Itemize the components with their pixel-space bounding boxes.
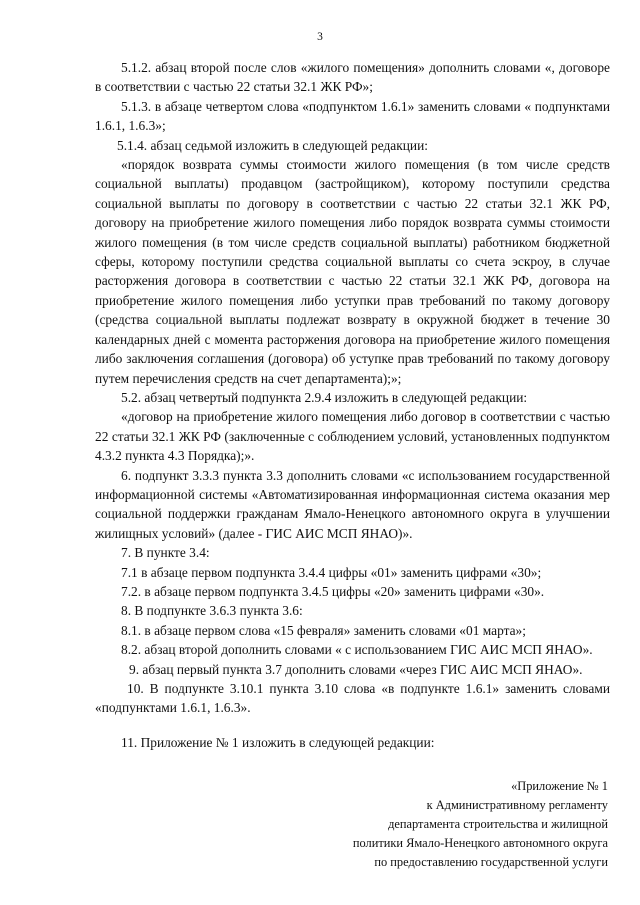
paragraph-8-1: 8.1. в абзаце первом слова «15 февраля» заменить словами «01 марта»; bbox=[121, 622, 526, 638]
paragraph-8: 8. В подпункте 3.6.3 пункта 3.6: bbox=[121, 603, 303, 619]
paragraph-7-1: 7.1 в абзаце первом подпункта 3.4.4 цифры «01» заменить цифрами «30»; bbox=[121, 564, 542, 580]
paragraph-5-2: 5.2. абзац четвертый подпункта 2.9.4 изложить в следующей редакции: bbox=[121, 389, 528, 405]
document-body bbox=[95, 58, 610, 752]
paragraph-8-2: 8.2. абзац второй дополнить словами « с использованием ГИС АИС МСП ЯНАО». bbox=[121, 642, 593, 658]
appendix-line: по предоставлению государственной услуги bbox=[374, 855, 608, 869]
paragraph-5-1-3: 5.1.3. в абзаце четвертом слова «подпунктом 1.6.1» заменить словами « подпунктами 1.6.1, 1.6.3»; bbox=[95, 98, 610, 134]
paragraph-quote-return-order: «порядок возврата суммы стоимости жилого помещения (в том числе средств социальной выплаты) продавцом (застройщиком), которому поступили средства социальной выплаты по договору в соответствии с частью 22 статьи 32.1 ЖК РФ, договору на приобретение жилого помещения либо порядок возврата суммы стоимости жилого помещения (в том числе средств социальной выплаты) работником бюджетной сферы, которому поступили средства социальной выплаты со счета эскроу, в случае расторжения договора в соответствии с частью 22 статьи 32.1 ЖК РФ, договора на приобретение жилого помещения либо уступки прав требований по такому договору (средства социальной выплаты подлежат возврату в окружной бюджет в течение 30 календарных дней с момента расторжения договора на приобретение жилого помещения либо заключения соглашения (договора) об уступке прав требований по такому договору путем перечисления средств на счет департамента);»; bbox=[95, 157, 610, 386]
appendix-title: «Приложение № 1 bbox=[511, 779, 608, 793]
appendix-header bbox=[353, 777, 608, 872]
appendix-line: департамента строительства и жилищной bbox=[388, 817, 608, 831]
paragraph-5-1-2: 5.1.2. абзац второй после слов «жилого помещения» дополнить словами «, договоре в соответствии с частью 22 статьи 32.1 ЖК РФ»; bbox=[95, 60, 610, 95]
paragraph-5-1-4: 5.1.4. абзац седьмой изложить в следующей редакции: bbox=[117, 137, 428, 153]
paragraph-7: 7. В пункте 3.4: bbox=[121, 545, 210, 561]
appendix-line: политики Ямало-Ненецкого автономного округа bbox=[352, 836, 608, 850]
paragraph-6: 6. подпункт 3.3.3 пункта 3.3 дополнить словами «с использованием государственной информационной системы «Автоматизированная информационная система оказания мер социальной поддержки гражданам Ямало-Ненецкого автономного округа в улучшении жилищных условий» (далее - ГИС АИС МСП ЯНАО)». bbox=[95, 467, 610, 541]
paragraph-9: 9. абзац первый пункта 3.7 дополнить словами «через ГИС АИС МСП ЯНАО». bbox=[129, 661, 583, 677]
page-number: 3 bbox=[317, 31, 323, 43]
paragraph-7-2: 7.2. в абзаце первом подпункта 3.4.5 цифры «20» заменить цифрами «30». bbox=[121, 583, 545, 599]
paragraph-11: 11. Приложение № 1 изложить в следующей редакции: bbox=[121, 734, 435, 750]
paragraph-10: 10. В подпункте 3.10.1 пункта 3.10 слова «в подпункте 1.6.1» заменить словами «подпунктами 1.6.1, 1.6.3». bbox=[95, 681, 610, 716]
paragraph-quote-contract: «договор на приобретение жилого помещения либо договор в соответствии с частью 22 статьи 32.1 ЖК РФ (заключенные с соблюдением условий, установленных подпунктом 4.3.2 пункта 4.3 Порядка);». bbox=[95, 409, 610, 464]
appendix-line: к Административному регламенту bbox=[426, 798, 608, 812]
